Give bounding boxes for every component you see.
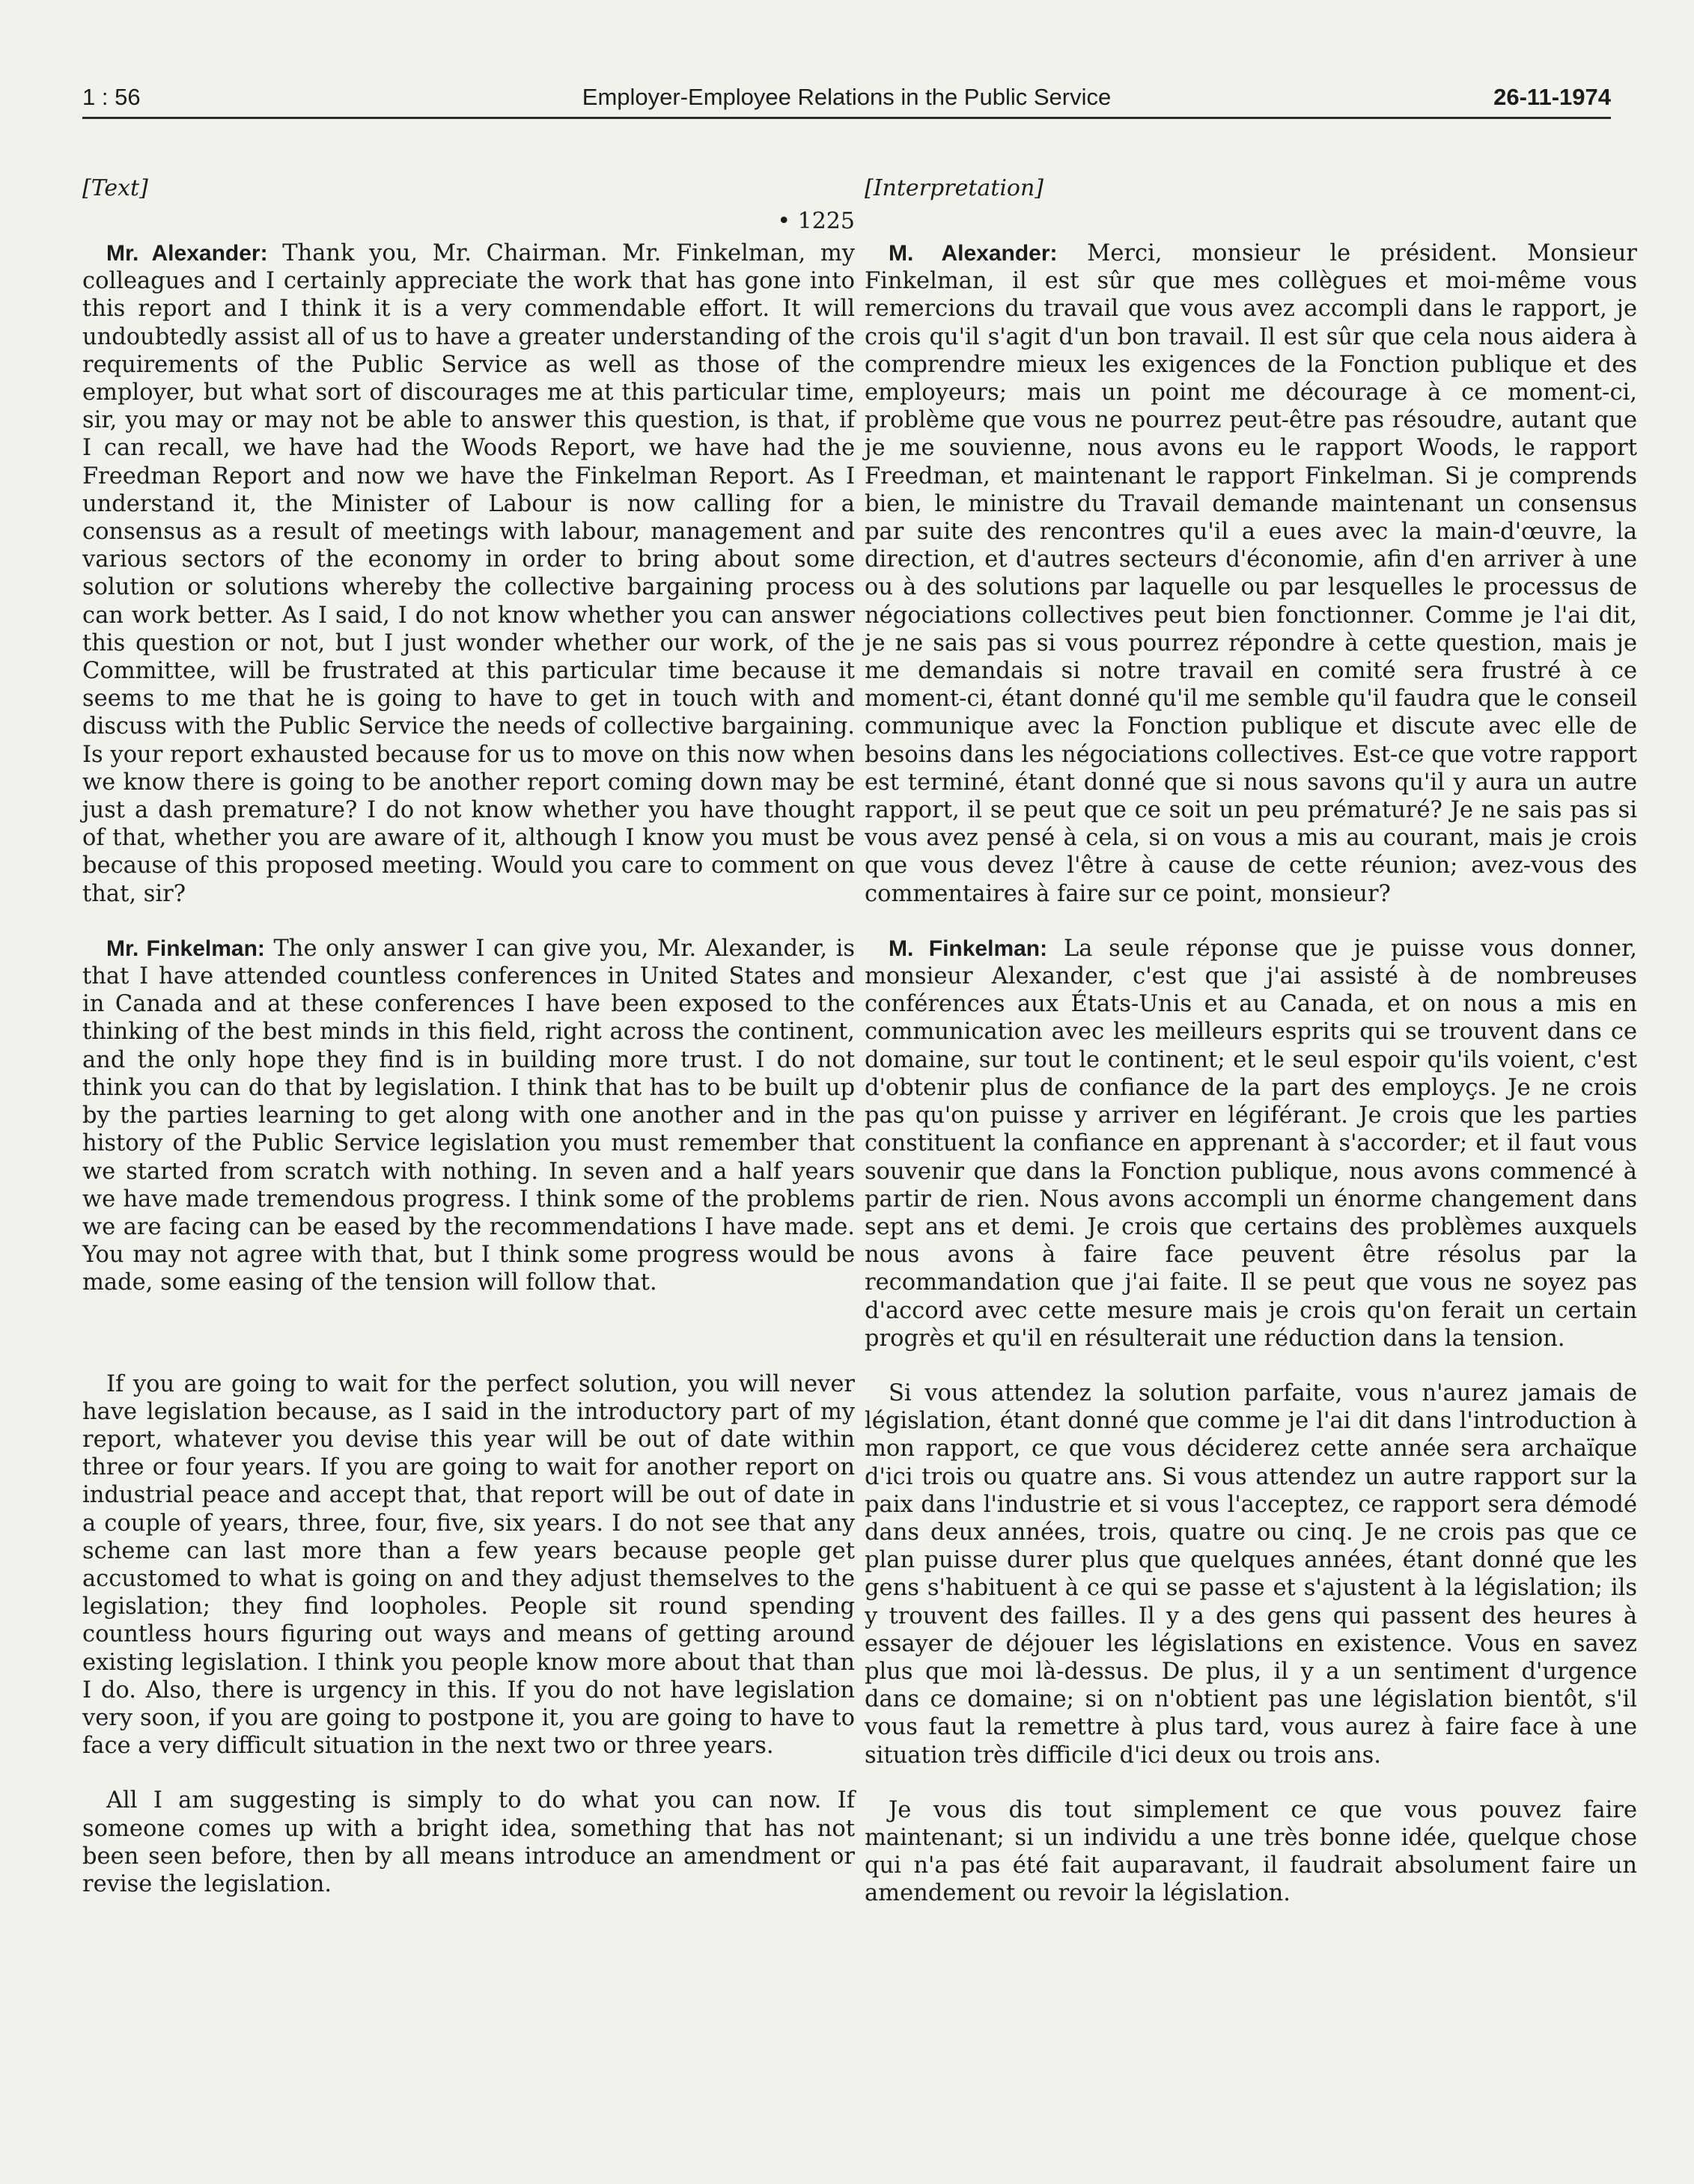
speaker-name: Mr. Finkelman: (106, 936, 265, 961)
speech-paragraph (865, 240, 1637, 908)
publication-title: Employer-Employee Relations in the Public Service (582, 84, 1112, 110)
speech-text: The only answer I can give you, Mr. Alexander, is that I have attended countless conferences in United States and in Canada and at these conferences I have been exposed to the thinking of the best minds in this field, right across the continent, and the only hope they find is in building more trust. I do not think you can do that by legislation. I think that has to be built up by the parties learning to get along with one another and in the history of the Public Service legislation you must remember that we started from scratch with nothing. In seven and a half years we have made tremendous progress. I think some of the problems we are facing can be eased by the recommendations I have made. You may not agree with that, but I think some progress would be made, some easing of the tension will follow that. (82, 935, 856, 1296)
speech-paragraph (82, 240, 855, 908)
speech-text: Si vous attendez la solution parfaite, vous n'aurez jamais de législation, étant donné que comme je l'ai dit dans l'introduction à mon rapport, ce que vous déciderez cette année sera archaïque d'ici trois ou quatre ans. Si vous attendez un autre rapport sur la paix dans l'industrie et si vous l'acceptez, ce rapport sera démodé dans deux années, trois, quatre ou cinq. Je ne crois pas que ce plan puisse durer plus que quelques années, étant donné que les gens s'habituent à ce qui se passe et s'ajustent à la législation; ils y trouvent des failles. Il y a des gens qui passent des heures à essayer de déjouer les législations en existence. Vous en savez plus que moi là-dessus. De plus, il y a un sentiment d'urgence dans ce domaine; si on n'obtient pas une législation bientôt, s'il vous faut la remettre à plus tard, vous aurez à faire face à une situation très difficile d'ici deux ou trois ans. (865, 1379, 1637, 1769)
column-label: [Text] (82, 175, 148, 201)
speaker-name: M. Alexander: (889, 241, 1058, 266)
speech-paragraph (82, 1370, 855, 1760)
page-number: 1 : 56 (82, 84, 141, 110)
speech-text: Thank you, Mr. Chairman. Mr. Finkelman, my colleagues and I certainly appreciate the work that has gone into this report and I think it is a very commendable effort. It will undoubtedly assist all of us to have a greater understanding of the requirements of the Public Service as well as those of the employer, but what sort of discourages me at this particular time, sir, you may or may not be able to answer this question, is that, if I can recall, we have had the Woods Report, we have had the Freedman Report and now we have the Finkelman Report. As I understand it, the Minister of Labour is now calling for a consensus as a result of meetings with labour, management and various sectors of the economy in order to bring about some solution or solutions whereby the collective bargaining process can work better. As I said, I do not know whether you can answer this question or not, but I just wonder whether our work, of the Committee, will be frustrated at this particular time because it seems to me that he is going to have to get in touch with and discuss with the Public Service the needs of collective bargaining. Is your report exhausted because for us to move on this now when we know there is going to be another report coming down may be just a dash premature? I do not know whether you have thought of that, whether you are aware of it, although I know you must be because of this proposed meeting. Would you care to comment on that, sir? (82, 240, 856, 907)
speech-paragraph (82, 935, 855, 1297)
speaker-name: Mr. Alexander: (106, 241, 268, 266)
french-column (865, 174, 1637, 1935)
speech-text: All I am suggesting is simply to do what you can now. If someone comes up with a bright idea, something that has not been seen before, then by all means introduce an amendment or revise the legislation. (82, 1787, 855, 1897)
session-date: 26-11-1974 (1493, 84, 1611, 110)
speech-paragraph (865, 935, 1637, 1352)
speech-paragraph (865, 1379, 1637, 1769)
speech-text: La seule réponse que je puisse vous donner, monsieur Alexander, c'est que j'ai assisté à de nombreuses conférences aux États-Unis et au Canada, et on nous a mis en communication avec les meilleurs esprits qui se trouvent dans ce domaine, sur tout le continent; et le seul espoir qu'ils voient, c'est d'obtenir plus de confiance de la part des employçs. Je ne crois pas qu'on puisse y arriver en légiférant. Je crois que les parties constituent la confiance en apprenant à s'accorder; et il faut vous souvenir que dans la Fonction publique, nous avons commencé à partir de rien. Nous avons accompli un énorme changement dans sept ans et demi. Je crois que certains des problèmes auxquels nous avons à faire face peuvent être résolus par la recommandation que j'ai faite. Il se peut que vous ne soyez pas d'accord avec cette mesure mais je crois qu'on ferait un certain progrès et qu'il en résulterait une réduction dans la tension. (865, 935, 1637, 1352)
speech-paragraph (82, 1787, 855, 1898)
speech-text: If you are going to wait for the perfect solution, you will never have legislation because, as I said in the introductory part of my report, whatever you devise this year will be out of date within three or four years. If you are going to wait for another report on industrial peace and accept that, that report will be out of date in a couple of years, three, four, five, six years. I do not see that any scheme can last more than a few years because people get accustomed to what is going on and they adjust themselves to the legislation; they find loopholes. People sit round spending countless hours figuring out ways and means of getting around existing legislation. I think you people know more about that than I do. Also, there is urgency in this. If you do not have legislation very soon, if you are going to postpone it, you are going to have to face a very difficult situation in the next two or three years. (82, 1370, 855, 1760)
english-column (82, 174, 855, 1925)
speech-paragraph (865, 1796, 1637, 1908)
speech-text: Je vous dis tout simplement ce que vous pouvez faire maintenant; si un individu a une très bonne idée, quelque chose qui n'a pas été fait auparavant, il faudrait absolument faire un amendement ou revoir la législation. (865, 1796, 1637, 1907)
column-label: [Interpretation] (865, 175, 1044, 201)
time-marker: • 1225 (777, 208, 855, 234)
running-header (82, 81, 1611, 119)
speaker-name: M. Finkelman: (889, 936, 1048, 961)
speech-text: Merci, monsieur le président. Monsieur Finkelman, il est sûr que mes collègues et moi-même vous remercions du travail que vous avez accompli dans le rapport, je crois qu'il s'agit d'un bon travail. Il est sûr que cela nous aidera à comprendre mieux les exigences de la Fonction publique et des employeurs; mais un point me décourage à ce moment-ci, problème que vous ne pourrez peut-être pas résoudre, autant que je me souvienne, nous avons eu le rapport Woods, le rapport Freedman, et maintenant le rapport Finkelman. Si je comprends bien, le ministre du Travail demande maintenant un consensus par suite des rencontres qu'il a eues avec la main-d'œuvre, la direction, et d'autres secteurs d'économie, afin d'en arriver à une ou à des solutions par laquelle ou par lesquelles le processus de négociations collectives peut bien fonctionner. Comme je l'ai dit, je ne sais pas si vous pourrez répondre à cette question, mais je me demandais si notre travail en comité sera frustré à ce moment-ci, étant donné qu'il me semble qu'il faudra que le conseil communique avec la Fonction publique et discute avec elle de besoins dans les négociations collectives. Est-ce que votre rapport est terminé, étant donné que si nous savons qu'il y aura un autre rapport, il se peut que ce soit un peu prématuré? Je ne sais pas si vous avez pensé à cela, si on vous a mis au courant, mais je crois que vous devez l'être à cause de cette réunion; avez-vous des commentaires à faire sur ce point, monsieur? (865, 240, 1637, 907)
